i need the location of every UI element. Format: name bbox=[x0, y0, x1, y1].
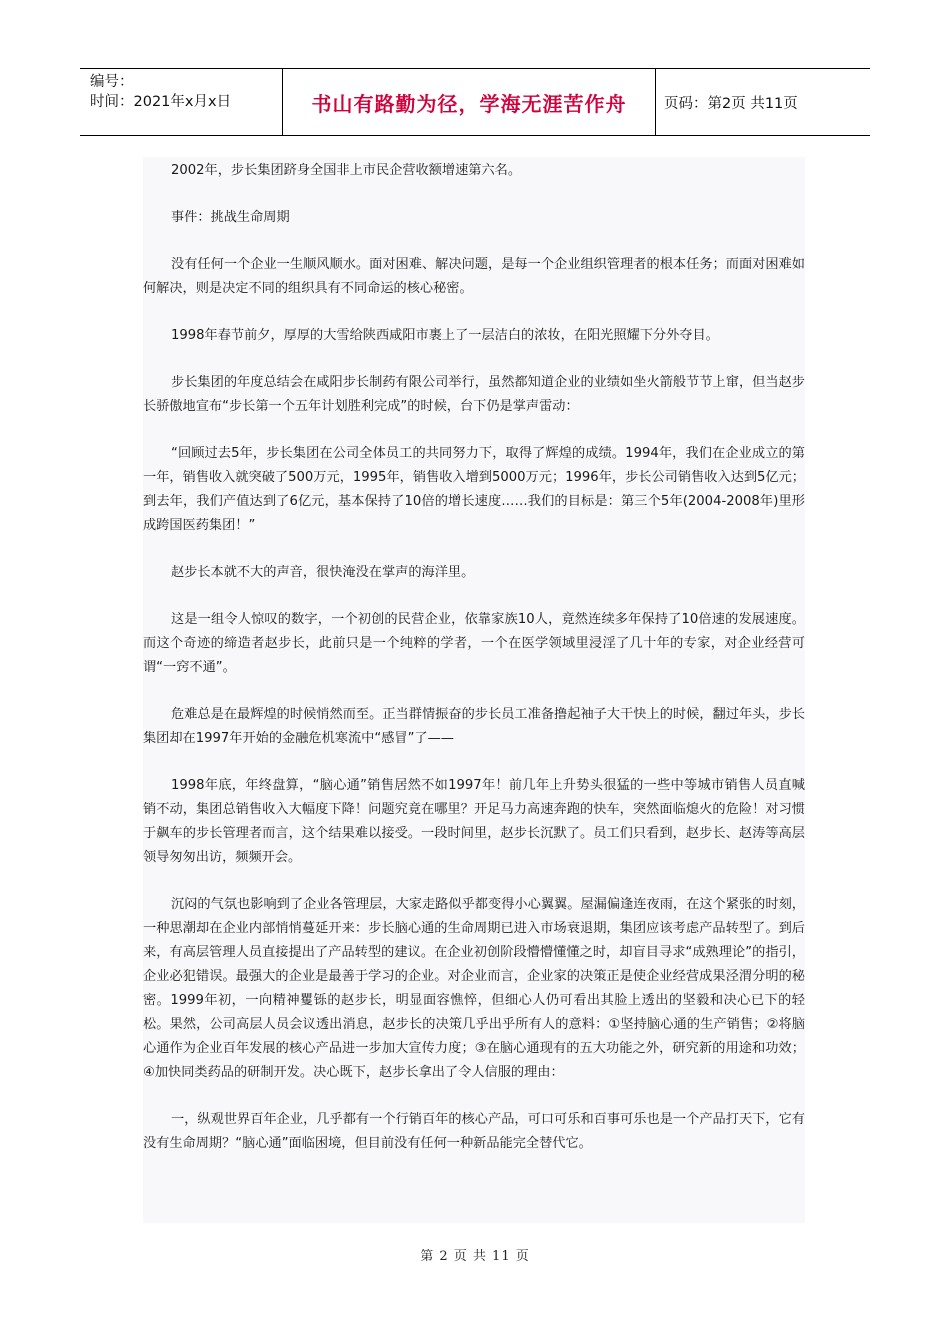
header-page-info: 页码：第2页 共11页 bbox=[664, 95, 798, 112]
paragraph: 赵步长本就不大的声音，很快淹没在掌声的海洋里。 bbox=[171, 565, 475, 580]
paragraph: 事件：挑战生命周期 bbox=[171, 210, 290, 225]
paragraph: 沉闷的气氛也影响到了企业各管理层，大家走路似乎都变得小心翼翼。屋漏偏逢连夜雨，在这个紧张的时刻，一种思潮却在企业内部悄悄蔓延开来：步长脑心通的生命周期已进入市场衰退期，集团应该考虑产品转型了。到后来，有高层管理人员直接提出了产品转型的建议。在企业初创阶段懵懵懂懂之时，却盲目寻求“成熟理论”的指引，企业必犯错误。最强大的企业是最善于学习的企业。对企业而言，企业家的决策正是使企业经营成果泾渭分明的秘密。1999年初，一向精神矍铄的赵步长，明显面容憔悴，但细心人仍可看出其脸上透出的坚毅和决心已下的轻松。果然，公司高层人员会议透出消息，赵步长的决策几乎出乎所有人的意料：①坚持脑心通的生产销售；②将脑心通作为企业百年发展的核心产品进一步加大宣传力度；③在脑心通现有的五大功能之外，研究新的用途和功效；④加快同类药品的研制开发。决心既下，赵步长拿出了令人信服的理由： bbox=[143, 897, 805, 1080]
paragraph: 这是一组令人惊叹的数字，一个初创的民营企业，依靠家族10人，竟然连续多年保持了10倍速的发展速度。而这个奇迹的缔造者赵步长，此前只是一个纯粹的学者，一个在医学领域里浸淫了几十年的专家，对企业经营可谓“一窍不通”。 bbox=[143, 612, 805, 675]
paragraph: 1998年春节前夕，厚厚的大雪给陕西咸阳市裹上了一层洁白的浓妆，在阳光照耀下分外夺目。 bbox=[171, 328, 719, 343]
header-meta-cell bbox=[80, 69, 283, 135]
paragraph: 一，纵观世界百年企业，几乎都有一个行销百年的核心产品，可口可乐和百事可乐也是一个产品打天下，它有没有生命周期？“脑心通”面临困境，但目前没有任何一种新品能完全替代它。 bbox=[143, 1112, 805, 1151]
paragraph: 危难总是在最辉煌的时候悄然而至。正当群情振奋的步长员工准备撸起袖子大干快上的时候，翻过年头，步长集团却在1997年开始的金融危机寒流中“感冒”了—— bbox=[143, 707, 805, 746]
paragraph: 没有任何一个企业一生顺风顺水。面对困难、解决问题，是每一个企业组织管理者的根本任务；而面对困难如何解决，则是决定不同的组织具有不同命运的核心秘密。 bbox=[143, 257, 805, 296]
header-motto: 书山有路勤为径，学海无涯苦作舟 bbox=[283, 69, 656, 135]
paragraph: 1998年底，年终盘算，“脑心通”销售居然不如1997年！前几年上升势头很猛的一些中等城市销售人员直喊销不动，集团总销售收入大幅度下降！问题究竟在哪里？开足马力高速奔跑的快车，突然面临熄火的危险！对习惯于飙车的步长管理者而言，这个结果难以接受。一段时间里，赵步长沉默了。员工们只看到，赵步长、赵涛等高层领导匆匆出访，频频开会。 bbox=[143, 778, 805, 865]
page-footer: 第 2 页 共 11 页 bbox=[420, 1249, 530, 1264]
paragraph: 步长集团的年度总结会在咸阳步长制药有限公司举行，虽然都知道企业的业绩如坐火箭般节节上窜，但当赵步长骄傲地宣布“步长第一个五年计划胜利完成”的时候，台下仍是掌声雷动： bbox=[143, 375, 805, 414]
header-table bbox=[80, 68, 870, 136]
document-time-label: 时间：2021年x月x日 bbox=[90, 94, 232, 110]
paragraph: 2002年，步长集团跻身全国非上市民企营收额增速第六名。 bbox=[171, 163, 522, 178]
paragraph: “回顾过去5年，步长集团在公司全体员工的共同努力下，取得了辉煌的成绩。1994年，我们在企业成立的第一年，销售收入就突破了500万元，1995年，销售收入增到5000万元；1996年，步长公司销售收入达到5亿元；到去年，我们产值达到了6亿元，基本保持了10倍的增长速度……我们的目标是：第三个5年(2004-2008年)里形成跨国医药集团！” bbox=[143, 446, 805, 533]
document-body bbox=[143, 157, 805, 1223]
document-number-label: 编号： bbox=[90, 74, 134, 90]
